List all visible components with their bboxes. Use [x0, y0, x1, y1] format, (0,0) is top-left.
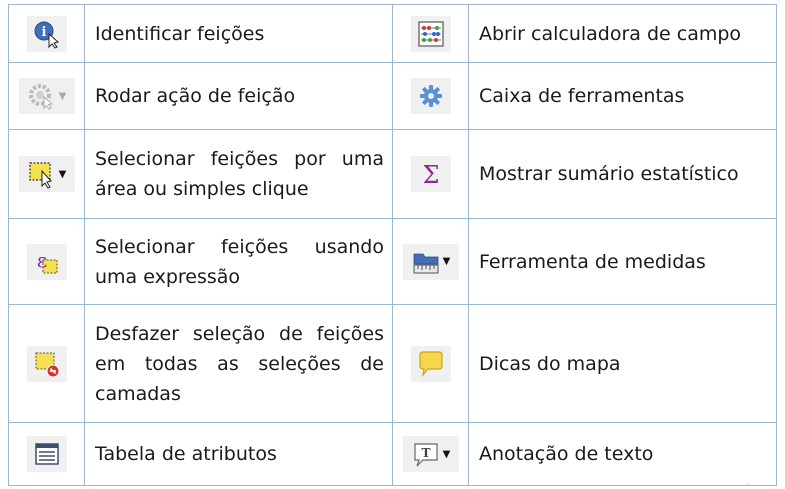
- attribute-table-icon: [32, 439, 62, 469]
- icon-cell: [393, 305, 469, 423]
- run-feature-action-button[interactable]: [19, 78, 75, 114]
- icon-cell: [393, 219, 469, 305]
- measure-ruler-icon: [411, 247, 441, 277]
- toolbox-button[interactable]: [411, 78, 451, 114]
- tool-label: Caixa de ferramentas: [469, 63, 777, 130]
- select-by-expression-icon: [32, 247, 62, 277]
- identify-features-button[interactable]: [27, 16, 67, 52]
- icon-cell: [393, 5, 469, 63]
- tool-label: Identificar feições: [85, 5, 393, 63]
- tool-label: Rodar ação de feição: [85, 63, 393, 130]
- deselect-all-icon: [32, 349, 62, 379]
- icon-cell: [9, 219, 85, 305]
- run-feature-action-icon: [27, 81, 57, 111]
- icon-cell: [393, 130, 469, 219]
- svg-text:i: i: [41, 24, 46, 40]
- map-tips-button[interactable]: [411, 346, 451, 382]
- icon-cell: [9, 5, 85, 63]
- tool-label: Selecionar feições por uma área ou simples clique: [85, 130, 393, 219]
- select-by-expression-button[interactable]: [27, 244, 67, 280]
- tool-label: Desfazer seleção de feições em todas as seleções de camadas: [85, 305, 393, 423]
- chevron-down-icon: ▼: [442, 448, 451, 460]
- footer-mark: .: [746, 478, 749, 487]
- chevron-down-icon: ▼: [442, 256, 451, 267]
- tool-label: Tabela de atributos: [85, 423, 393, 486]
- svg-text:ε: ε: [36, 247, 47, 272]
- svg-text:Σ: Σ: [422, 161, 439, 189]
- field-calculator-button[interactable]: [411, 16, 451, 52]
- chevron-down-icon: ▼: [58, 90, 67, 102]
- table-row: [9, 423, 777, 486]
- icon-cell: [393, 63, 469, 130]
- tool-label: Anotação de texto: [469, 423, 777, 486]
- tool-label: Mostrar sumário estatístico: [469, 130, 777, 219]
- table-row: [9, 305, 777, 423]
- tool-label: Selecionar feições usando uma expressão: [85, 219, 393, 305]
- table-row: [9, 219, 777, 305]
- text-annotation-button[interactable]: [403, 436, 459, 472]
- icon-cell: [9, 423, 85, 486]
- deselect-all-button[interactable]: [27, 346, 67, 382]
- map-tips-icon: [416, 349, 446, 379]
- field-calculator-icon: [416, 19, 446, 49]
- table-row: [9, 63, 777, 130]
- table-row: [9, 5, 777, 63]
- icon-cell: [9, 305, 85, 423]
- identify-features-icon: [32, 19, 62, 49]
- select-features-icon: [27, 159, 57, 189]
- attribute-table-button[interactable]: [27, 436, 67, 472]
- chevron-down-icon: ▼: [58, 168, 67, 180]
- statistical-summary-icon: [416, 159, 446, 189]
- text-annotation-icon: [411, 439, 441, 469]
- statistical-summary-button[interactable]: [411, 156, 451, 192]
- toolbox-gear-icon: [416, 81, 446, 111]
- tools-table: [8, 4, 777, 486]
- tool-label: Abrir calculadora de campo: [469, 5, 777, 63]
- icon-cell: [9, 63, 85, 130]
- svg-text:T: T: [421, 446, 431, 460]
- icon-cell: [9, 130, 85, 219]
- tool-label: Ferramenta de medidas: [469, 219, 777, 305]
- icon-cell: [393, 423, 469, 486]
- table-row: [9, 130, 777, 219]
- tool-label: Dicas do mapa: [469, 305, 777, 423]
- measure-button[interactable]: [403, 244, 459, 280]
- select-features-button[interactable]: [19, 156, 75, 192]
